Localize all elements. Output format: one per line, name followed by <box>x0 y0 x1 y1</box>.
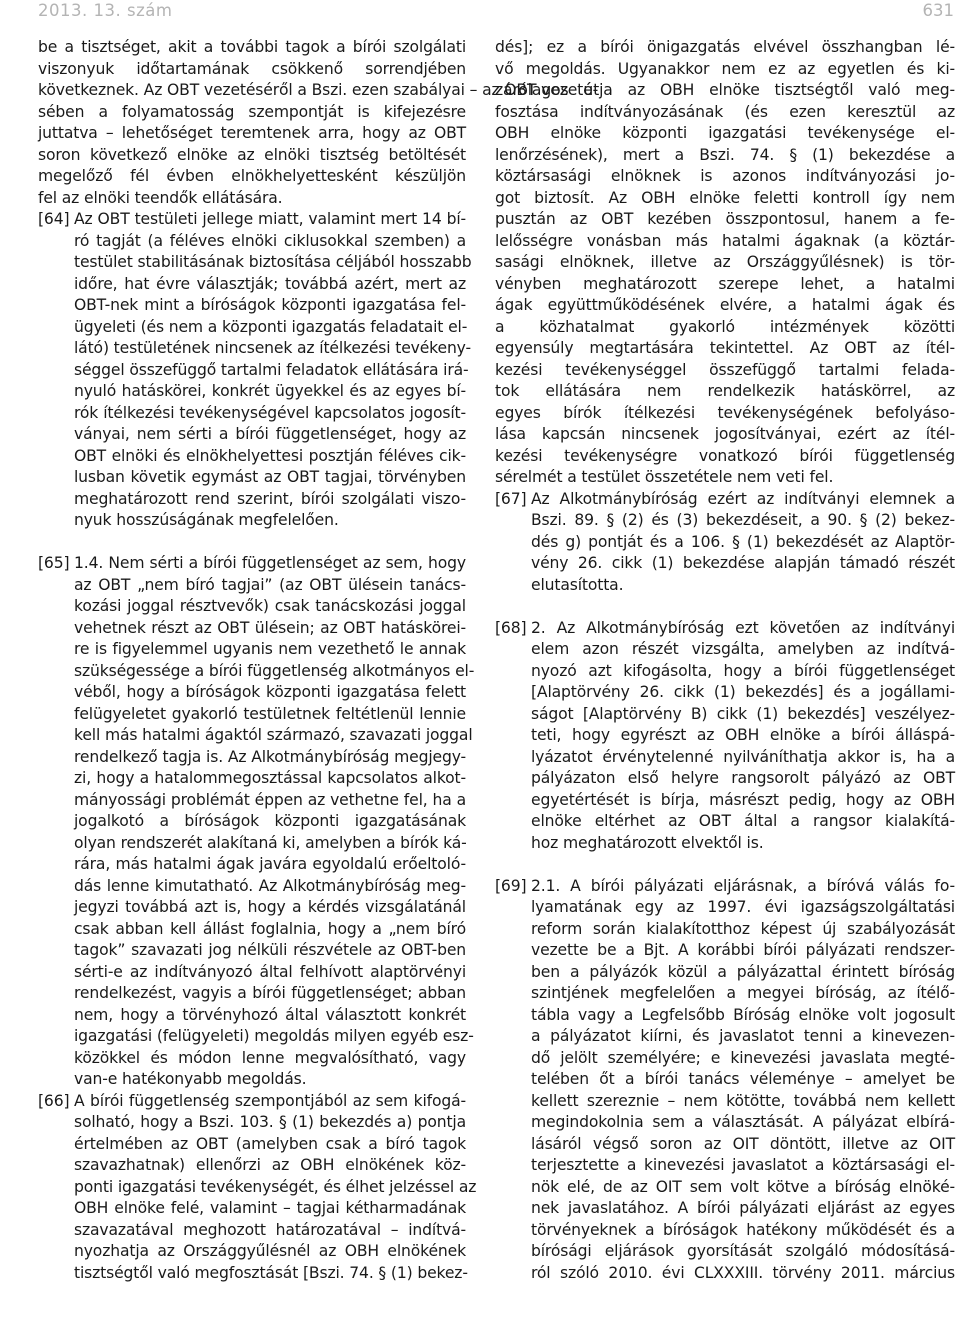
text-line: vényben meghatározott szerepe lehet, a hatalmi <box>495 274 955 293</box>
text-line: reform során kialakítotthoz képest új szabályozását <box>531 919 955 938</box>
text-line: a közhatalmat gyakorló intézmények közötti <box>495 317 955 336</box>
text-line: igazgatási (felügyeleti) megoldás milyen egyéb esz- <box>74 1027 474 1045</box>
text-line: Bszi. 89. § (2) és (3) bekezdéseit, a 90. § (2) bekez- <box>531 511 955 529</box>
text-line: elem azon részét vizsgálta, amelyben az indítvá- <box>531 640 955 658</box>
text-line: 2. Az Alkotmánybíróság ezt követően az indítványi <box>531 618 955 637</box>
text-line: értelmében az OBT (amelyben csak a bíró tagok <box>74 1134 466 1153</box>
text-line: ügyeleti (és nem a központi igazgatás feladatait el- <box>74 317 468 336</box>
text-line: olyan rendszerét alakítaná ki, amelyben a bírók ká- <box>74 833 467 852</box>
paragraph-number: [69] <box>495 876 527 895</box>
text-line: meghatározott rend szerint, bírói szolgálati viszo- <box>74 489 466 508</box>
text-line: ponti igazgatási tevékenységét, és élhet jelzéssel az <box>74 1177 477 1196</box>
text-line: következnek. Az OBT vezetéséről a Bszi. ezen szabályai – az OBT vezeté- <box>38 81 599 99</box>
text-line: dés g) pontját és a 106. § (1) bekezdését az Alaptör- <box>531 532 955 551</box>
text-line: rára, más hatalmi ágak javára egyoldalú erőeltoló- <box>74 855 466 873</box>
text-line: elnöke eltérhet az OBT által a rangsor kialakítá- <box>531 812 955 830</box>
text-line: fosztása indítványozásának (és ezen keresztül az <box>495 102 955 121</box>
text-line: [Alaptörvény 26. cikk (1) bekezdés] és a jogállami- <box>531 683 955 701</box>
text-line: juttatva – lehetőséget teremtenek arra, hogy az OBT <box>38 124 466 142</box>
text-line: be a tisztséget, akit a további tagok a bírói szolgálati <box>38 38 466 56</box>
text-line: kezési tevékenységre vonatkozó bírói függetlenség <box>495 446 955 465</box>
text-line: fel az elnöki teendők ellátására. <box>38 188 283 207</box>
text-line: szükségessége a bírói függetlenség alkotmányos el- <box>74 661 475 680</box>
text-line: zárólagos útja az OBH elnöke tisztségtől való meg- <box>495 81 955 99</box>
text-line: kezési tevékenységgel összefüggő tartalmi felada- <box>495 360 955 379</box>
paragraph-number: [65] <box>38 554 70 572</box>
paragraph-gap <box>495 596 955 618</box>
text-line: elutasította. <box>531 575 624 594</box>
paragraph <box>495 876 955 1285</box>
right-column <box>495 37 955 1284</box>
text-line: rendelkező tagja is. Az Alkotmánybíróság megjegy- <box>74 747 466 766</box>
text-line: megindokolnia sem a választását. A pályázat elbírá- <box>531 1113 955 1131</box>
text-line: a pályázatot kiírni, és javaslatot tenni a kinevezen- <box>531 1027 955 1045</box>
text-line: Az Alkotmánybíróság ezért az indítványi elemnek a <box>531 489 955 508</box>
text-line: rók ítélkezési tevékenységével kapcsolatos jogosít- <box>74 403 466 422</box>
text-line: ágak együttműködésének elvére, a hatalmi ágak és <box>495 296 955 314</box>
text-line: megelőző fél évben elnökhelyettesként készüljön <box>38 167 466 185</box>
text-line: pusztán az OBT kezében összpontosul, hanem a fe- <box>495 210 955 228</box>
paragraph-number: [66] <box>38 1091 70 1110</box>
text-line: ról szóló 2010. évi CLXXXIII. törvény 2011. március <box>531 1263 955 1282</box>
text-line: OBT-nek mint a bíróságok központi igazgatása fel- <box>74 296 466 314</box>
text-line: ságot [Alaptörvény B) cikk (1) bekezdés] veszélyez- <box>531 704 955 723</box>
text-line: got biztosít. Az OBH elnöke feletti kontroll így nem <box>495 188 955 207</box>
text-line: nyuló hatáskörei, konkrét ügyekkel és az egyes bí- <box>74 382 466 400</box>
text-line: bírósági eljárások gyorsítását szolgáló módosításá- <box>531 1242 955 1260</box>
text-line: ben a pályázók közül a pályázattal érintett bíróság <box>531 962 955 981</box>
text-line: egyensúly megtartására tekintettel. Az OBT az ítél- <box>495 339 955 357</box>
page-number: 631 <box>922 1 954 20</box>
text-line: 2.1. A bírói pályázati eljárásnak, a bíróvá válás fo- <box>531 876 955 895</box>
text-line: kell más hatalmi ágaktól származó, szavazati joggal <box>74 726 473 744</box>
text-line: szavazatával meghozott határozatával – indítvá- <box>74 1220 466 1239</box>
text-line: vő megoldás. Ugyanakkor nem ez az egyetlen és ki- <box>495 59 955 78</box>
text-line: felügyeletet gyakorló testületnek feltétlenül lennie <box>74 704 466 723</box>
text-line: látó) testületének nincsenek az ítélkezési tevékeny- <box>74 339 471 357</box>
text-line: ró tagját (a féléves elnöki ciklusokkal szemben) a <box>74 231 466 250</box>
text-line: nem, hogy a törvényhozó által választott konkrét <box>74 1005 466 1024</box>
text-line: tábla vagy a Legfelsőbb Bíróság elnöke volt jogosult <box>531 1005 955 1024</box>
text-line: szintjének megfelelően a megyei bíróság, az ítélő- <box>531 984 955 1002</box>
text-line: nyozó azt kifogásolta, hogy a bírói függetlenséget <box>531 661 955 680</box>
paragraph <box>495 618 955 855</box>
text-line: OBT elnöki és elnökhelyettesi posztján féléves cik- <box>74 446 466 465</box>
paragraph-continued <box>38 37 599 209</box>
text-line: hoz meghatározott elvektől is. <box>531 833 764 852</box>
text-line: tagok” szavazati jog nélküli részvétele az OBT-ben <box>74 941 466 959</box>
text-line: sérti-e az indítványozó által felhívott alaptörvényi <box>74 962 466 981</box>
text-line: véből, hogy a bíróságok központi igazgatása felett <box>74 683 466 701</box>
paragraph <box>495 489 955 597</box>
text-line: tisztségtől való megfosztását [Bszi. 74. § (1) bekez- <box>74 1263 468 1282</box>
text-line: lelősségre vonásban más hatalmi ágaknak (a köztár- <box>495 231 955 250</box>
text-line: dő jelölt személyére; e kinevezési javaslata megté- <box>531 1048 955 1067</box>
text-line: vehetnek részt az OBT ülésein; az OBT hatáskörei- <box>74 618 466 637</box>
text-line: telében őt a bírói tanács véleménye – amelyet be <box>531 1070 955 1088</box>
text-line: lyázatot érvénytelenné nyilváníthatja akkor is, ha a <box>531 747 955 766</box>
text-line: törvényeknek a bíróságok hatékony működését és a <box>531 1220 955 1239</box>
text-line: van-e hatékonyabb megoldás. <box>74 1070 307 1088</box>
text-line: nök elé, de az OIT sem volt kötve a bíróság elnöké- <box>531 1177 955 1196</box>
text-line: lása kapcsán nincsenek jogosítványai, ezért az ítél- <box>495 425 955 443</box>
text-line: soron következő elnöke az elnöki tisztség betöltését <box>38 145 466 164</box>
text-line: közökkel és módon lenne megvalósítható, vagy <box>74 1048 466 1067</box>
paragraph-number: [64] <box>38 210 70 228</box>
page-header <box>0 0 960 26</box>
text-line: lásáról végső soron az OIT döntött, illetve az OIT <box>531 1134 955 1153</box>
text-line: tok ellátására nem rendelkezik hatáskörrel, az <box>495 382 955 400</box>
paragraph-gap <box>495 854 955 876</box>
text-line: 1.4. Nem sérti a bírói függetlenséget az sem, hogy <box>74 554 466 572</box>
text-line: ványai, nem sérti a bírói függetlenséget, hogy az <box>74 425 466 443</box>
text-line: nyuk hosszúságának megfelelően. <box>74 511 339 529</box>
text-line: lusban követik egymást az OBT tagjai, törvényben <box>74 468 466 486</box>
text-line: szavazhatnak) ellenőrzi az OBH elnökének köz- <box>74 1156 466 1174</box>
text-line: köztársasági elnöknek is azonos indítványozási jo- <box>495 167 955 185</box>
text-line: sasági elnöknek, illetve az Országgyűlésnek) is tör- <box>495 253 955 271</box>
paragraph-continued <box>495 37 955 489</box>
text-line: jegyzi továbbá azt is, hogy a kérdés vizsgálatánál <box>74 898 466 916</box>
text-line: dás lenne kimutatható. Az Alkotmánybíróság meg- <box>74 876 466 895</box>
text-line: sérelmét a testület összetétele nem veti fel. <box>495 468 834 486</box>
paragraph-gap <box>38 532 466 554</box>
paragraph <box>38 209 472 532</box>
text-line: A bírói függetlenség szempontjából az sem kifogá- <box>74 1091 466 1110</box>
text-line: jogalkotó a bíróságok központi igazgatásának <box>74 812 466 830</box>
text-line: időre, hat évre választják; továbbá azért, mert az <box>74 274 466 293</box>
text-line: séggel összefüggő tartalmi feladatok ellátására irá- <box>74 360 469 379</box>
text-line: egyetértését is bírja, másrészt pedig, hogy az OBH <box>531 790 955 809</box>
text-line: kozási joggal résztvevők) csak tanácskozási joggal <box>74 597 466 615</box>
text-line: solható, hogy a Bszi. 103. § (1) bekezdés a) pontja <box>74 1113 466 1131</box>
text-line: re is figyelemmel ugyanis nem vezethető le annak <box>74 640 466 658</box>
text-line: teti, hogy egyrészt az OBH elnöke a bírói álláspá- <box>531 726 955 744</box>
text-line: rendelkezést, vagyis a bírói függetlenséget; abban <box>74 984 466 1002</box>
issue-label: 2013. 13. szám <box>38 1 173 20</box>
text-line: lenőrzésének), mert a Bszi. 74. § (1) bekezdése a <box>495 145 955 164</box>
text-line: mányossági problémát éppen az vethetne fel, ha a <box>74 790 466 809</box>
text-line: dés]; ez a bírói önigazgatás elvével összhangban lé- <box>495 38 955 56</box>
text-line: viszonyuk időtartamának csökkenő sorrendjében <box>38 59 466 78</box>
text-line: nyozhatja az Országgyűlésnél az OBH elnökének <box>74 1242 466 1260</box>
text-line: sében a folyamatosság szempontját is kifejezésre <box>38 102 466 121</box>
paragraph <box>38 1091 477 1285</box>
text-line: terjesztette a kinevezési javaslatot a köztársasági el- <box>531 1156 955 1174</box>
text-line: OBH elnöke központi igazgatási tevékenysége el- <box>495 124 955 142</box>
text-line: zi, hogy a hatalommegosztással kapcsolatos alkot- <box>74 769 466 787</box>
text-line: kellett szereznie – nem kötötte, továbbá nem kellett <box>531 1091 955 1110</box>
text-line: lyamatának egy az 1997. évi igazságszolgáltatási <box>531 898 955 916</box>
text-line: az OBT „nem bíró tagjai” (az OBT ülésein tanács- <box>74 575 466 594</box>
text-line: csak abban kell állást foglalnia, hogy a „nem bíró <box>74 919 466 938</box>
paragraph-number: [67] <box>495 489 527 508</box>
text-line: Az OBT testületi jellege miatt, valamint mert 14 bí- <box>74 210 466 228</box>
text-line: nek javaslatához. A bírói pályázati eljárást az egyes <box>531 1199 955 1217</box>
text-line: egyes bírók ítélkezési tevékenységének befolyáso- <box>495 403 955 422</box>
text-line: testület stabilitásának biztosítása céljából hosszabb <box>74 253 472 271</box>
text-line: vezette be a Bjt. A korábbi bírói pályázati rendszer- <box>531 941 955 959</box>
paragraph-number: [68] <box>495 618 527 637</box>
text-line: OBH elnöke felé, valamint – tagjai kétharmadának <box>74 1199 466 1217</box>
text-line: pályázaton első helyre rangsorolt pályázó az OBT <box>531 769 955 787</box>
text-line: vény 26. cikk (1) bekezdése alapján támadó részét <box>531 554 955 572</box>
paragraph <box>38 553 475 1091</box>
